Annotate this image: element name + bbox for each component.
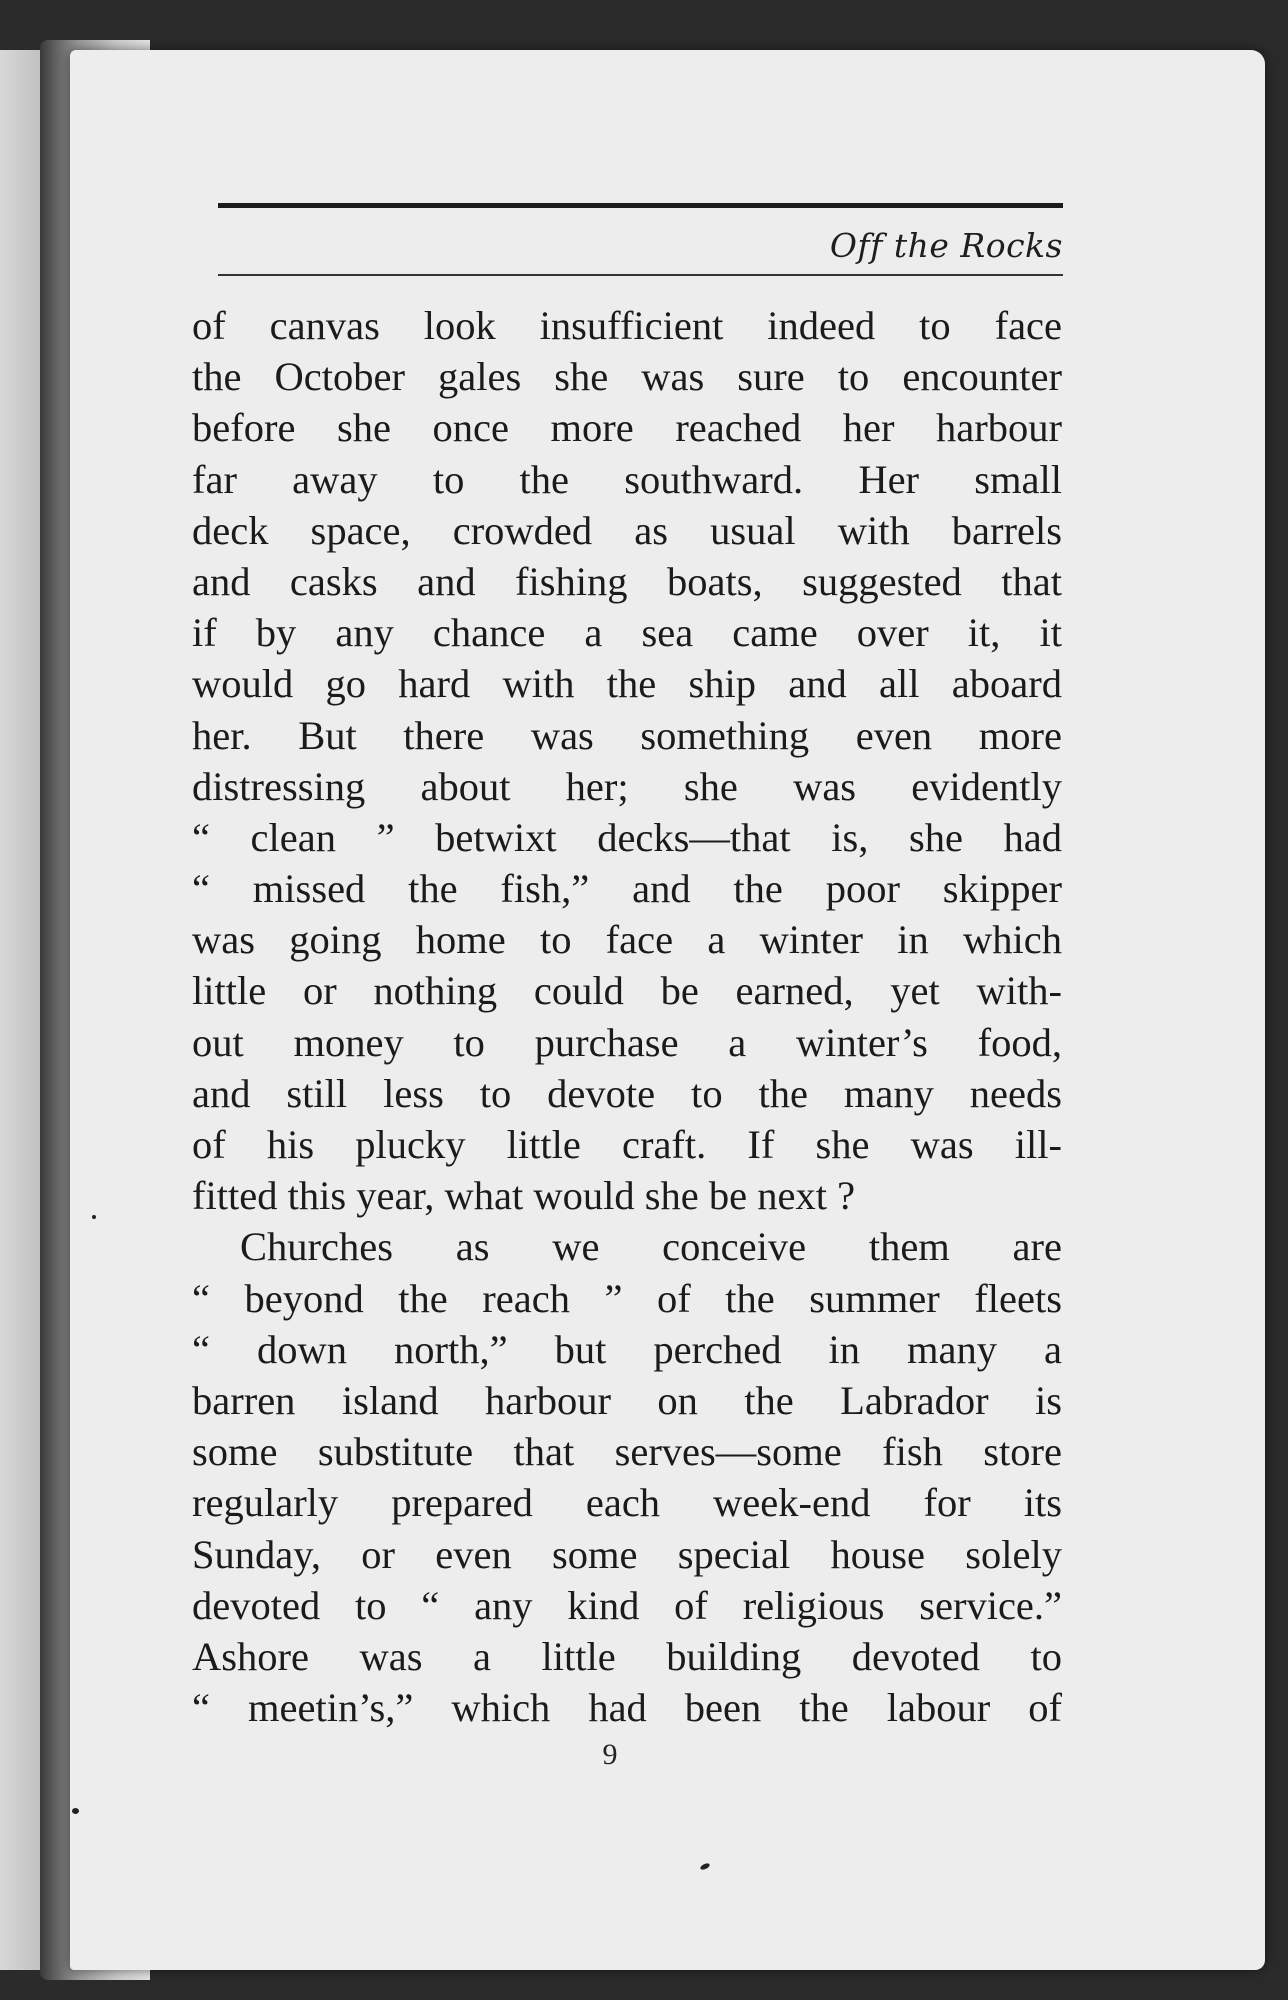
text-line: regularly prepared each week-end for its [192,1480,1062,1526]
text-line: barren island harbour on the Labrador is [192,1377,1062,1423]
text-line: “ down north,” but perched in many a [192,1326,1062,1372]
text-line: “ meetin’s,” which had been the labour of [192,1685,1062,1731]
text-line: her. But there was something even more [192,712,1062,758]
text-line: distressing about her; she was evidently [192,763,1062,809]
text-line: out money to purchase a winter’s food, [192,1019,1062,1065]
text-line: the October gales she was sure to encounter [192,354,1062,400]
text-line: little or nothing could be earned, yet with- [192,968,1062,1014]
text-line: some substitute that serves—some fish store [192,1429,1062,1475]
text-line: Sunday, or even some special house solely [192,1531,1062,1577]
text-line: and casks and fishing boats, suggested that [192,558,1062,604]
ink-speck [72,1808,79,1814]
text-line: of his plucky little craft. If she was ill- [192,1122,1062,1167]
text-line: Ashore was a little building devoted to [192,1633,1062,1679]
page-number: 9 [602,1738,618,1771]
header-rule-top [218,203,1063,208]
text-line: and still less to devote to the many needs [192,1070,1062,1116]
text-line: was going home to face a winter in which [192,917,1062,963]
text-line: if by any chance a sea came over it, it [192,610,1062,656]
text-line: “ beyond the reach ” of the summer fleets [192,1275,1062,1321]
text-line: “ clean ” betwixt decks—that is, she had [192,814,1062,860]
text-line: before she once more reached her harbour [192,405,1062,451]
text-line: “ missed the fish,” and the poor skipper [192,866,1062,912]
text-line: fitted this year, what would she be next ? [192,1173,856,1219]
text-line-paragraph-start: Churches as we conceive them are [240,1224,1062,1270]
body-text [192,300,1062,1733]
text-line: devoted to “ any kind of religious service.” [192,1582,1062,1628]
running-head: Off the Rocks [829,226,1063,265]
header-rule-bottom [218,274,1063,276]
ink-speck [92,1215,96,1219]
text-line: would go hard with the ship and all aboard [192,661,1062,707]
text-line: deck space, crowded as usual with barrels [192,507,1062,553]
text-line: far away to the southward. Her small [192,456,1062,502]
text-line: of canvas look insufficient indeed to face [192,303,1062,348]
